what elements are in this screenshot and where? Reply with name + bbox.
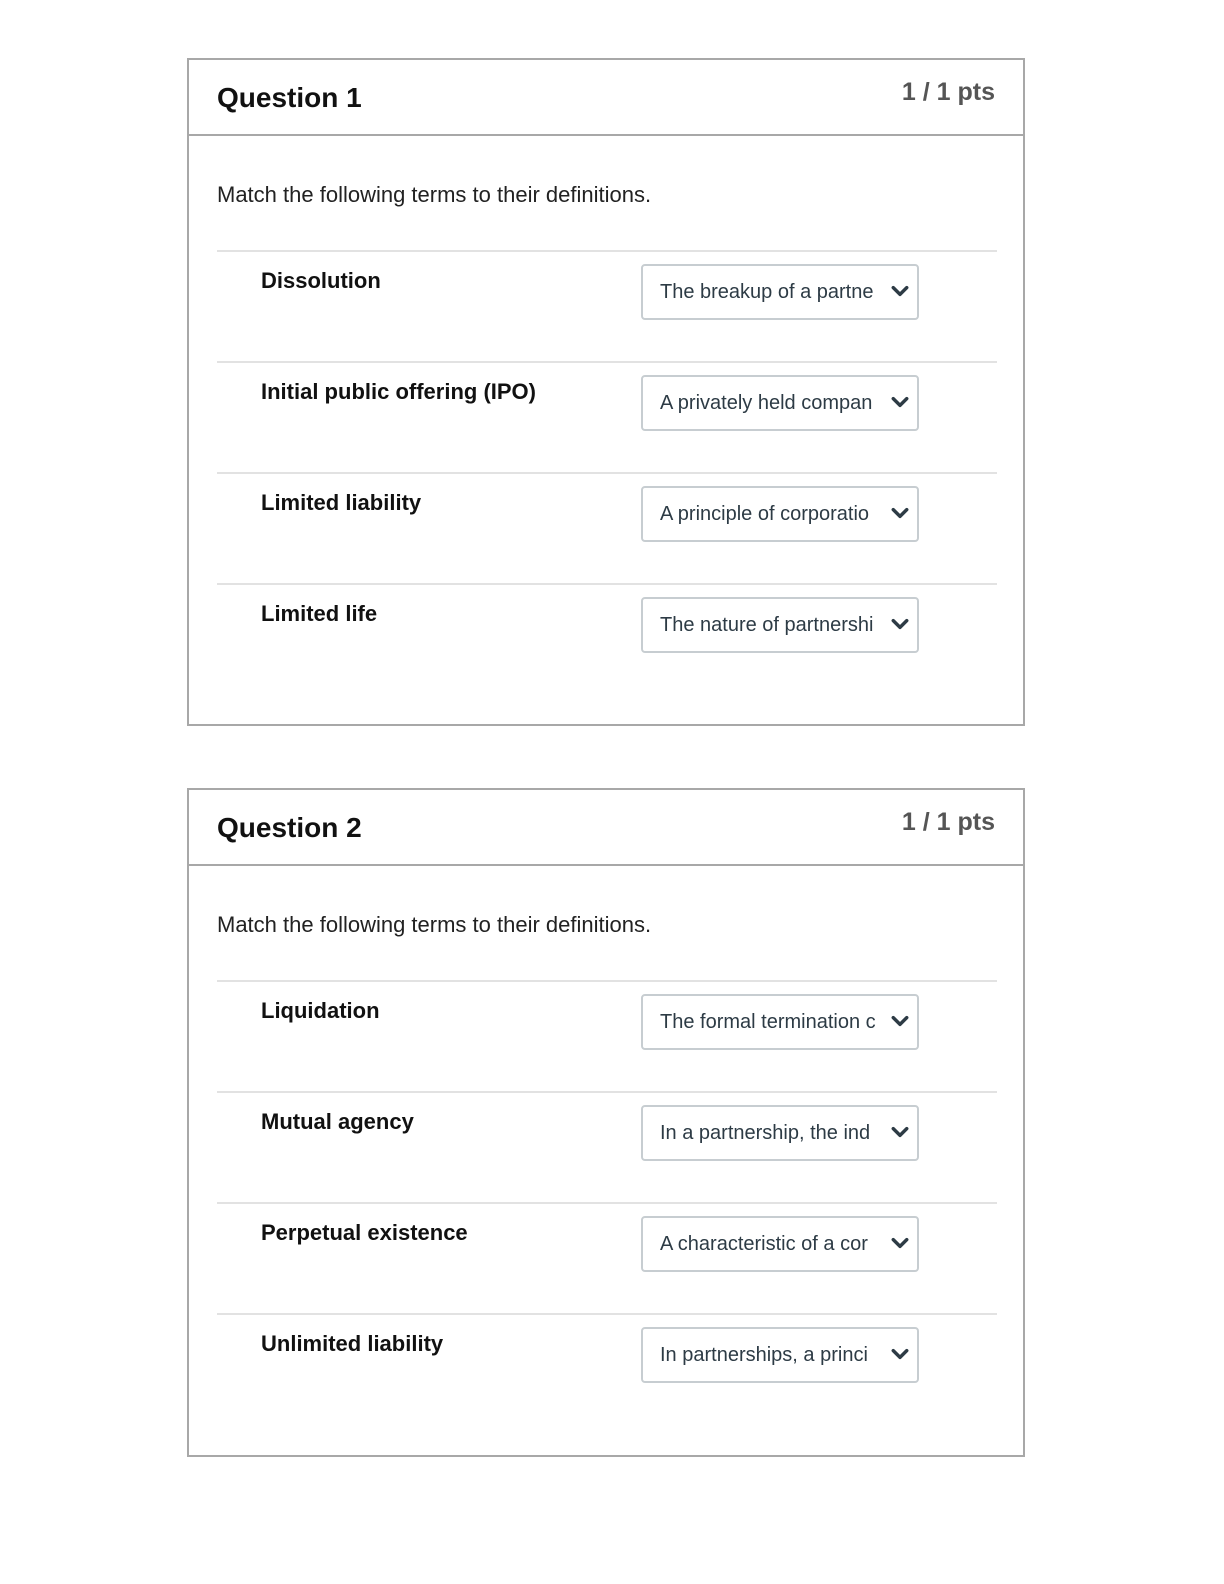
question-title: Question 2	[217, 812, 362, 843]
answer-select-value: The breakup of a partne	[660, 281, 874, 303]
question-points: 1 / 1 pts	[901, 808, 995, 836]
answer-select-value: A privately held compan	[660, 392, 873, 414]
answer-select-value: In partnerships, a princi	[660, 1344, 868, 1366]
answer-select-value: In a partnership, the ind	[660, 1122, 871, 1144]
answer-select[interactable]	[641, 1216, 919, 1272]
match-row	[217, 1202, 997, 1313]
match-list	[217, 980, 997, 1424]
question-header	[189, 60, 1023, 136]
chevron-down-icon	[891, 393, 909, 411]
chevron-down-icon	[891, 1123, 909, 1141]
match-row	[217, 583, 997, 694]
match-term: Mutual agency	[261, 1109, 414, 1134]
match-row	[217, 1313, 997, 1424]
match-row	[217, 361, 997, 472]
answer-select[interactable]	[641, 1327, 919, 1383]
chevron-down-icon	[891, 504, 909, 522]
match-list	[217, 250, 997, 694]
match-row	[217, 472, 997, 583]
match-term: Unlimited liability	[261, 1331, 444, 1356]
match-row	[217, 980, 997, 1091]
chevron-down-icon	[891, 282, 909, 300]
chevron-down-icon	[891, 1012, 909, 1030]
question-card-1	[187, 58, 1025, 726]
match-term: Dissolution	[261, 268, 381, 293]
question-card-2	[187, 788, 1025, 1457]
chevron-down-icon	[891, 1234, 909, 1252]
answer-select[interactable]	[641, 375, 919, 431]
answer-select[interactable]	[641, 264, 919, 320]
answer-select[interactable]	[641, 1105, 919, 1161]
answer-select[interactable]	[641, 994, 919, 1050]
match-term: Perpetual existence	[261, 1220, 468, 1245]
match-row	[217, 250, 997, 361]
match-row	[217, 1091, 997, 1202]
answer-select-value: A principle of corporatio	[660, 503, 870, 525]
question-header	[189, 790, 1023, 866]
chevron-down-icon	[891, 615, 909, 633]
match-term: Initial public offering (IPO)	[261, 379, 536, 404]
match-term: Liquidation	[261, 998, 380, 1023]
answer-select-value: The formal termination c	[660, 1011, 876, 1033]
answer-select-value: A characteristic of a cor	[660, 1233, 868, 1255]
match-term: Limited liability	[261, 490, 422, 515]
answer-select[interactable]	[641, 486, 919, 542]
question-title: Question 1	[217, 82, 362, 113]
question-prompt: Match the following terms to their definitions.	[217, 912, 652, 937]
match-term: Limited life	[261, 601, 378, 626]
answer-select[interactable]	[641, 597, 919, 653]
question-prompt: Match the following terms to their definitions.	[217, 182, 652, 207]
chevron-down-icon	[891, 1345, 909, 1363]
question-points: 1 / 1 pts	[901, 78, 995, 106]
answer-select-value: The nature of partnershi	[660, 614, 874, 636]
